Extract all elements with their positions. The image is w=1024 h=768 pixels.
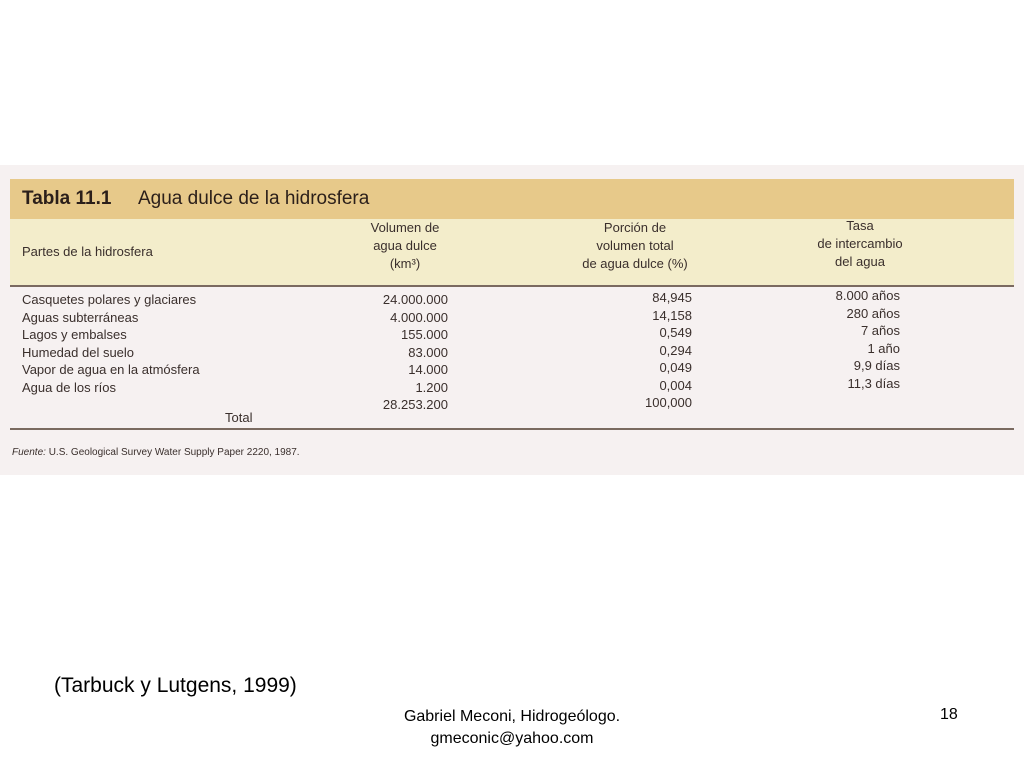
table-cell-portion: 84,945 [652, 290, 692, 305]
header-portion-line-1: Porción de [603, 220, 667, 235]
column-portion [580, 289, 692, 412]
header-rate-line-2: de intercambio [817, 236, 903, 251]
table-source-label: Fuente: [12, 447, 46, 458]
table-cell-volume: 1.200 [415, 379, 448, 395]
table-cell-part: Aguas subterráneas [22, 309, 139, 325]
header-volume-line-1: Volumen de [370, 220, 440, 235]
header-portion-line-2: volumen total [596, 238, 674, 253]
table-cell-part: Vapor de agua en la atmósfera [22, 362, 200, 377]
footer-author-block [300, 706, 724, 750]
header-parts: Partes de la hidrosfera [22, 244, 153, 259]
citation: (Tarbuck y Lutgens, 1999) [54, 674, 297, 697]
header-rate [790, 217, 930, 271]
table-number: Tabla 11.1 [22, 188, 112, 209]
table-cell-portion: 0,004 [659, 377, 692, 393]
table-cell-volume: 14.000 [408, 362, 448, 377]
table-cell-portion: 14,158 [652, 307, 692, 323]
header-portion [555, 219, 715, 273]
table-cell-rate: 1 año [867, 340, 900, 356]
table-cell-rate: 11,3 días [847, 375, 900, 391]
table-cell-part: Agua de los ríos [22, 379, 116, 395]
header-rate-line-3: del agua [835, 254, 885, 269]
table-cell-rate: 280 años [846, 305, 900, 321]
table-cell-part: Lagos y embalses [22, 327, 127, 342]
table-total-portion: 100,000 [645, 395, 692, 410]
table-cell-rate: 7 años [860, 323, 900, 338]
table-source-text: U.S. Geological Survey Water Supply Paper 2220, 1987. [48, 447, 300, 458]
table-cell-volume: 83.000 [408, 344, 448, 360]
table-cell-portion: 0,049 [659, 360, 692, 375]
page-number: 18 [940, 706, 958, 723]
table-total-label: Total [225, 410, 253, 425]
column-volume [330, 291, 448, 414]
header-volume-line-3: (km³) [389, 256, 421, 271]
table-cell-portion: 0,294 [659, 342, 692, 358]
table-cell-part: Casquetes polares y glaciares [22, 292, 197, 307]
table-title: Agua dulce de la hidrosfera [138, 188, 370, 209]
footer-email: gmeconic@yahoo.com [430, 730, 594, 747]
table-cell-portion: 0,549 [659, 325, 692, 340]
scanned-table-image [0, 165, 1024, 475]
table-cell-volume: 155.000 [401, 327, 448, 342]
table-source [12, 447, 300, 458]
table-cell-volume: 4.000.000 [390, 309, 448, 325]
footer-author: Gabriel Meconi, Hidrogeólogo. [403, 708, 621, 725]
table-title-band [10, 179, 1014, 219]
header-rate-line-1: Tasa [846, 218, 874, 233]
header-volume [350, 219, 460, 273]
table-total-volume: 28.253.200 [382, 397, 448, 412]
column-parts [22, 291, 200, 396]
table-cell-rate: 9,9 días [853, 358, 900, 373]
header-volume-line-2: agua dulce [373, 238, 437, 253]
header-portion-line-3: de agua dulce (%) [582, 256, 688, 271]
table-cell-volume: 24.000.000 [382, 292, 448, 307]
column-rate [780, 287, 900, 392]
table-cell-part: Humedad del suelo [22, 344, 135, 360]
table-cell-rate: 8.000 años [835, 288, 900, 303]
table-bottom-rule [10, 428, 1014, 430]
